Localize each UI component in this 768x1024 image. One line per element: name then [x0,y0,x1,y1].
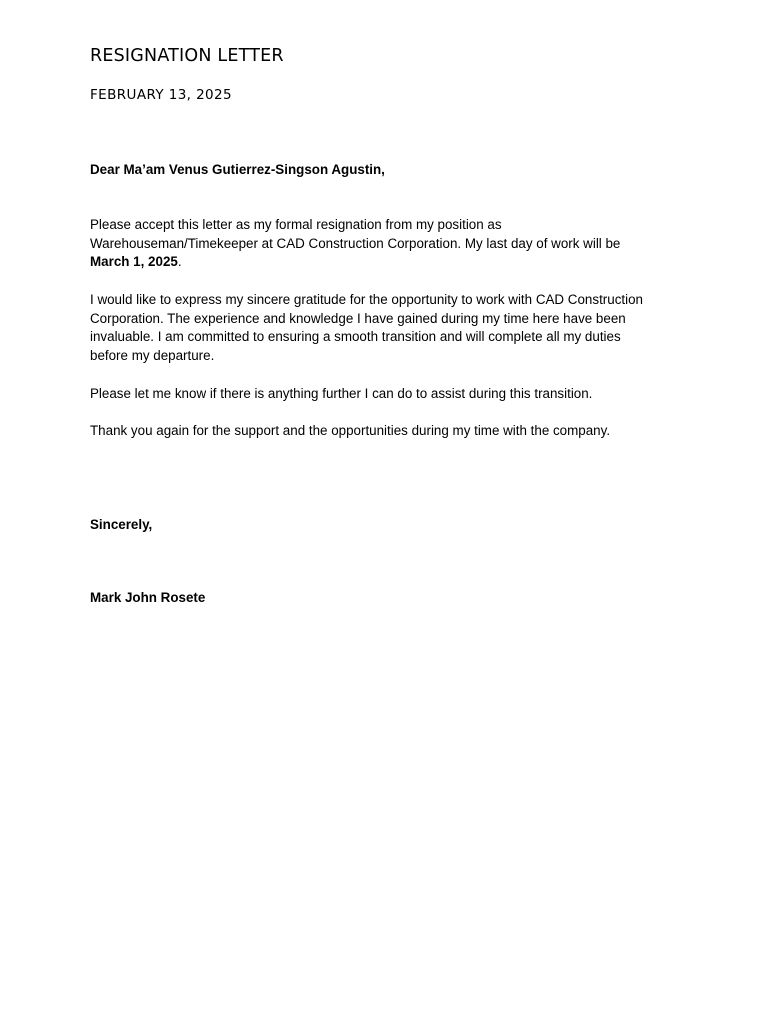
paragraph-resignation-line-1: Please accept this letter as my formal resignation from my position as [90,217,502,232]
paragraph-gratitude-line-4: before my departure. [90,347,215,363]
paragraph-gratitude-line-2: Corporation. The experience and knowledge I have gained during my time here have been [90,310,626,326]
paragraph-gratitude-line-1: I would like to express my sincere gratitude for the opportunity to work with CAD Construction [90,292,643,307]
letter-title: RESIGNATION LETTER [90,46,284,66]
paragraph-resignation [90,216,680,272]
paragraph-thanks: Thank you again for the support and the opportunities during my time with the company. [90,423,611,438]
letter-date: FEBRUARY 13, 2025 [90,87,233,103]
paragraph-gratitude-line-3: invaluable. I am committed to ensuring a smooth transition and will complete all my duties [90,329,621,345]
salutation: Dear Ma’am Venus Gutierrez-Singson Agustin, [90,162,385,177]
closing: Sincerely, [90,517,153,532]
paragraph-gratitude [90,291,680,365]
paragraph-resignation-line-3 [90,253,680,272]
paragraph-resignation-line-2: Warehouseman/Timekeeper at CAD Construction Corporation. My last day of work will be [90,235,621,251]
signature-name: Mark John Rosete [90,590,206,605]
last-day-period: . [177,254,182,270]
last-day-date: March 1, 2025 [90,254,178,270]
paragraph-assist: Please let me know if there is anything further I can do to assist during this transition. [90,386,593,401]
